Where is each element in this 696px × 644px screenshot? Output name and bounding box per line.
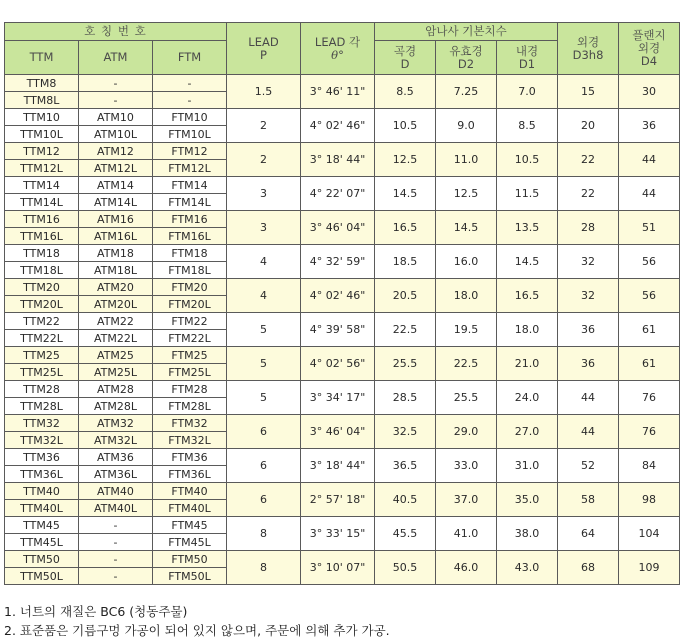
pitch-dia-cell: 11.0 [436,143,497,177]
ftm-cell: FTM40 [153,483,227,500]
lead-angle-cell: 4° 39' 58" [301,313,375,347]
atm-cell: ATM22 [79,313,153,330]
minor-dia-cell: 14.5 [497,245,558,279]
ftm-cell: FTM18L [153,262,227,279]
ftm-cell: FTM28 [153,381,227,398]
atm-cell: - [79,517,153,534]
outer-dia-cell: 15 [558,75,619,109]
ftm-cell: FTM28L [153,398,227,415]
atm-cell: ATM40L [79,500,153,517]
flange-dia-cell: 51 [619,211,680,245]
note-oil-hole: 2. 표준품은 기름구멍 가공이 되어 있지 않으며, 주문에 의해 추가 가공. [4,623,390,638]
major-dia-cell: 45.5 [375,517,436,551]
flange-dia-cell: 76 [619,415,680,449]
atm-cell: ATM40 [79,483,153,500]
ftm-cell: FTM40L [153,500,227,517]
ttm-cell: TTM14L [5,194,79,211]
ftm-cell: FTM36L [153,466,227,483]
pitch-dia-cell: 14.5 [436,211,497,245]
table-row [5,279,680,296]
atm-cell: - [79,551,153,568]
minor-dia-cell: 24.0 [497,381,558,415]
outer-dia-cell: 52 [558,449,619,483]
ttm-cell: TTM12L [5,160,79,177]
ftm-header: FTM [153,41,227,75]
table-row [5,143,680,160]
ttm-cell: TTM8L [5,92,79,109]
ftm-cell: FTM36 [153,449,227,466]
ftm-cell: FTM22L [153,330,227,347]
pitch-dia-label: 유효경 [449,43,483,58]
atm-cell: - [79,534,153,551]
atm-cell: ATM14 [79,177,153,194]
lead-angle-cell: 3° 33' 15" [301,517,375,551]
lead-cell: 3 [227,211,301,245]
atm-cell: ATM20L [79,296,153,313]
atm-cell: ATM12 [79,143,153,160]
major-dia-cell: 16.5 [375,211,436,245]
minor-dia-cell: 43.0 [497,551,558,585]
pitch-dia-header [436,41,497,75]
table-row [5,381,680,398]
lead-angle-cell: 3° 18' 44" [301,449,375,483]
flange-dia-cell: 84 [619,449,680,483]
lead-cell: 2 [227,143,301,177]
pitch-dia-cell: 18.0 [436,279,497,313]
outer-dia-cell: 58 [558,483,619,517]
ftm-cell: FTM50 [153,551,227,568]
atm-cell: ATM25 [79,347,153,364]
ttm-cell: TTM28 [5,381,79,398]
ttm-cell: TTM50L [5,568,79,585]
lead-angle-label: LEAD 각 [314,34,361,49]
lead-cell: 1.5 [227,75,301,109]
ftm-cell: FTM25L [153,364,227,381]
ttm-cell: TTM12 [5,143,79,160]
ftm-cell: FTM45L [153,534,227,551]
major-dia-cell: 12.5 [375,143,436,177]
major-dia-cell: 10.5 [375,109,436,143]
pitch-dia-cell: 9.0 [436,109,497,143]
lead-header [227,23,301,75]
lead-angle-cell: 4° 02' 46" [301,109,375,143]
minor-dia-cell: 8.5 [497,109,558,143]
outer-dia-cell: 44 [558,381,619,415]
minor-dia-cell: 13.5 [497,211,558,245]
ftm-cell: FTM25 [153,347,227,364]
ttm-cell: TTM20 [5,279,79,296]
pitch-dia-cell: 25.5 [436,381,497,415]
ftm-cell: FTM14 [153,177,227,194]
table-row [5,313,680,330]
atm-cell: ATM32L [79,432,153,449]
ttm-cell: TTM45 [5,517,79,534]
minor-dia-symbol: D1 [518,56,536,71]
pitch-dia-cell: 33.0 [436,449,497,483]
ftm-cell: - [153,92,227,109]
outer-dia-cell: 22 [558,143,619,177]
pitch-dia-cell: 22.5 [436,347,497,381]
atm-cell: - [79,568,153,585]
ttm-cell: TTM32 [5,415,79,432]
pitch-dia-cell: 19.5 [436,313,497,347]
ttm-cell: TTM40L [5,500,79,517]
lead-cell: 5 [227,381,301,415]
flange-dia-cell: 56 [619,279,680,313]
atm-cell: ATM36L [79,466,153,483]
ttm-cell: TTM25L [5,364,79,381]
outer-dia-cell: 68 [558,551,619,585]
lead-cell: 4 [227,279,301,313]
ttm-cell: TTM40 [5,483,79,500]
major-dia-cell: 28.5 [375,381,436,415]
flange-outer-label: 외경 [637,41,661,55]
lead-angle-cell: 4° 32' 59" [301,245,375,279]
ftm-cell: FTM20 [153,279,227,296]
outer-dia-cell: 28 [558,211,619,245]
outer-dia-symbol: D3h8 [572,47,604,62]
ttm-cell: TTM18 [5,245,79,262]
lead-angle-header [301,23,375,75]
lead-angle-cell: 3° 46' 04" [301,211,375,245]
atm-cell: ATM18 [79,245,153,262]
flange-dia-cell: 98 [619,483,680,517]
atm-cell: ATM28 [79,381,153,398]
atm-cell: ATM10 [79,109,153,126]
outer-dia-cell: 32 [558,245,619,279]
table-row [5,415,680,432]
nut-basic-dims-header: 암나사 기본치수 [375,23,558,41]
ftm-cell: FTM14L [153,194,227,211]
lead-cell: 2 [227,109,301,143]
ttm-cell: TTM50 [5,551,79,568]
table-row [5,449,680,466]
ftm-cell: FTM32L [153,432,227,449]
table-row [5,75,680,92]
ttm-cell: TTM10 [5,109,79,126]
outer-dia-cell: 22 [558,177,619,211]
ttm-cell: TTM10L [5,126,79,143]
table-row [5,177,680,194]
outer-dia-cell: 36 [558,313,619,347]
lead-angle-cell: 3° 46' 11" [301,75,375,109]
atm-cell: ATM12L [79,160,153,177]
ttm-cell: TTM36 [5,449,79,466]
flange-dia-cell: 30 [619,75,680,109]
major-dia-cell: 36.5 [375,449,436,483]
flange-symbol: D4 [640,54,658,68]
note-material: 1. 너트의 재질은 BC6 (청동주물) [4,604,188,619]
lead-angle-cell: 3° 46' 04" [301,415,375,449]
ftm-cell: FTM20L [153,296,227,313]
ftm-cell: FTM10 [153,109,227,126]
atm-cell: ATM16L [79,228,153,245]
minor-dia-label: 내경 [515,43,539,58]
lead-cell: 4 [227,245,301,279]
lead-angle-cell: 4° 02' 46" [301,279,375,313]
ttm-cell: TTM22L [5,330,79,347]
major-dia-cell: 40.5 [375,483,436,517]
lead-cell: 3 [227,177,301,211]
flange-dia-cell: 109 [619,551,680,585]
lead-cell: 5 [227,347,301,381]
pitch-dia-cell: 12.5 [436,177,497,211]
lead-angle-cell: 4° 22' 07" [301,177,375,211]
minor-dia-cell: 21.0 [497,347,558,381]
ttm-cell: TTM18L [5,262,79,279]
table-row [5,483,680,500]
ftm-cell: FTM45 [153,517,227,534]
flange-header [619,23,680,75]
pitch-dia-cell: 41.0 [436,517,497,551]
ttm-cell: TTM32L [5,432,79,449]
table-row [5,109,680,126]
ftm-cell: FTM18 [153,245,227,262]
ttm-cell: TTM20L [5,296,79,313]
flange-dia-cell: 61 [619,347,680,381]
ttm-cell: TTM25 [5,347,79,364]
atm-cell: ATM16 [79,211,153,228]
atm-cell: ATM28L [79,398,153,415]
lead-cell: 5 [227,313,301,347]
spec-table [4,22,680,585]
outer-dia-header [558,23,619,75]
minor-dia-cell: 31.0 [497,449,558,483]
major-dia-cell: 32.5 [375,415,436,449]
lead-cell: 8 [227,551,301,585]
flange-label: 플랜지 [632,28,666,42]
atm-cell: ATM25L [79,364,153,381]
ttm-cell: TTM45L [5,534,79,551]
atm-cell: ATM22L [79,330,153,347]
lead-angle-cell: 2° 57' 18" [301,483,375,517]
ftm-cell: FTM32 [153,415,227,432]
minor-dia-header [497,41,558,75]
table-row [5,347,680,364]
lead-angle-cell: 3° 34' 17" [301,381,375,415]
atm-cell: ATM32 [79,415,153,432]
ftm-cell: FTM10L [153,126,227,143]
lead-angle-symbol: θ° [331,47,344,62]
outer-dia-label: 외경 [576,34,600,49]
lead-cell: 6 [227,415,301,449]
flange-dia-cell: 44 [619,177,680,211]
lead-angle-cell: 3° 18' 44" [301,143,375,177]
major-dia-cell: 14.5 [375,177,436,211]
atm-header: ATM [79,41,153,75]
lead-label: LEAD [248,34,279,49]
flange-dia-cell: 44 [619,143,680,177]
pitch-dia-cell: 16.0 [436,245,497,279]
ftm-cell: FTM12 [153,143,227,160]
outer-dia-cell: 64 [558,517,619,551]
atm-cell: - [79,92,153,109]
outer-dia-cell: 32 [558,279,619,313]
lead-symbol: P [260,47,267,62]
ttm-cell: TTM28L [5,398,79,415]
ftm-cell: FTM16 [153,211,227,228]
major-dia-cell: 8.5 [375,75,436,109]
pitch-dia-cell: 46.0 [436,551,497,585]
ftm-cell: FTM16L [153,228,227,245]
minor-dia-cell: 35.0 [497,483,558,517]
minor-dia-cell: 38.0 [497,517,558,551]
ttm-cell: TTM22 [5,313,79,330]
minor-dia-cell: 18.0 [497,313,558,347]
ftm-cell: FTM50L [153,568,227,585]
pitch-dia-cell: 29.0 [436,415,497,449]
flange-dia-cell: 104 [619,517,680,551]
lead-cell: 6 [227,483,301,517]
atm-cell: ATM20 [79,279,153,296]
atm-cell: ATM18L [79,262,153,279]
major-dia-cell: 25.5 [375,347,436,381]
major-dia-cell: 20.5 [375,279,436,313]
major-dia-cell: 18.5 [375,245,436,279]
atm-cell: ATM36 [79,449,153,466]
flange-dia-cell: 36 [619,109,680,143]
ttm-cell: TTM8 [5,75,79,92]
lead-angle-cell: 4° 02' 56" [301,347,375,381]
ttm-cell: TTM16 [5,211,79,228]
outer-dia-cell: 36 [558,347,619,381]
pitch-dia-symbol: D2 [457,56,475,71]
pitch-dia-cell: 37.0 [436,483,497,517]
minor-dia-cell: 11.5 [497,177,558,211]
lead-cell: 6 [227,449,301,483]
outer-dia-cell: 44 [558,415,619,449]
outer-dia-cell: 20 [558,109,619,143]
notes [4,602,390,640]
minor-dia-cell: 10.5 [497,143,558,177]
major-dia-label: 곡경 [393,43,417,58]
minor-dia-cell: 27.0 [497,415,558,449]
minor-dia-cell: 7.0 [497,75,558,109]
lead-cell: 8 [227,517,301,551]
atm-cell: ATM10L [79,126,153,143]
ftm-cell: FTM22 [153,313,227,330]
ttm-cell: TTM14 [5,177,79,194]
flange-dia-cell: 61 [619,313,680,347]
major-dia-symbol: D [400,56,410,71]
lead-angle-cell: 3° 10' 07" [301,551,375,585]
atm-cell: ATM14L [79,194,153,211]
table-row [5,211,680,228]
ttm-cell: TTM16L [5,228,79,245]
pitch-dia-cell: 7.25 [436,75,497,109]
minor-dia-cell: 16.5 [497,279,558,313]
spec-table-body [5,75,680,585]
ftm-cell: - [153,75,227,92]
ftm-cell: FTM12L [153,160,227,177]
table-row [5,551,680,568]
flange-dia-cell: 76 [619,381,680,415]
table-row [5,245,680,262]
table-row [5,517,680,534]
major-dia-cell: 50.5 [375,551,436,585]
ttm-cell: TTM36L [5,466,79,483]
flange-dia-cell: 56 [619,245,680,279]
major-dia-cell: 22.5 [375,313,436,347]
atm-cell: - [79,75,153,92]
designation-header: 호 칭 번 호 [5,23,227,41]
ttm-header: TTM [5,41,79,75]
major-dia-header [375,41,436,75]
